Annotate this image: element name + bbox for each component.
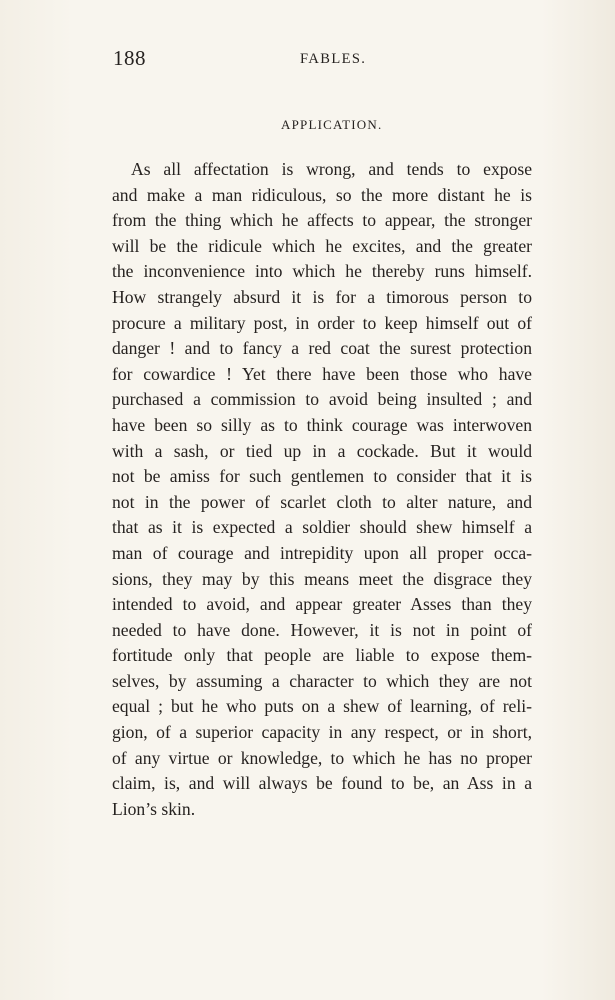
- text-line: not in the power of scarlet cloth to alter nature, and: [112, 491, 532, 512]
- text-line: needed to have done. However, it is not in point of: [112, 619, 532, 640]
- text-line: for cowardice ! Yet there have been those who have: [112, 363, 532, 384]
- page-number: 188: [113, 46, 146, 70]
- text-line: will be the ridicule which he excites, and the greater: [112, 235, 532, 256]
- text-line: intended to avoid, and appear greater Asses than they: [112, 594, 532, 615]
- text-line: the inconvenience into which he thereby runs himself.: [112, 261, 532, 282]
- text-line: sions, they may by this means meet the disgrace they: [112, 568, 532, 589]
- text-line: gion, of a superior capacity in any respect, or in short,: [112, 722, 532, 743]
- text-line: danger ! and to fancy a red coat the surest protection: [112, 338, 532, 359]
- text-line: How strangely absurd it is for a timorous person to: [112, 286, 532, 307]
- text-line: equal ; but he who puts on a shew of learning, of reli-: [112, 696, 532, 717]
- text-line: claim, is, and will always be found to be, an Ass in a: [112, 773, 532, 794]
- text-line: have been so silly as to think courage was interwoven: [112, 414, 532, 435]
- text-line: fortitude only that people are liable to expose them-: [112, 645, 532, 666]
- text-line: and make a man ridiculous, so the more distant he is: [112, 184, 532, 205]
- text-line: Lion’s skin.: [112, 798, 196, 819]
- text-line: from the thing which he affects to appear, the stronger: [112, 210, 532, 231]
- text-line: that as it is expected a soldier should shew himself a: [112, 517, 532, 538]
- running-title: FABLES.: [300, 51, 367, 67]
- text-line: with a sash, or tied up in a cockade. But it would: [112, 440, 532, 461]
- text-line: procure a military post, in order to keep himself out of: [112, 312, 532, 333]
- text-line: of any virtue or knowledge, to which he has no proper: [112, 747, 532, 768]
- text-line: not be amiss for such gentlemen to consider that it is: [112, 466, 532, 487]
- text-line: purchased a commission to avoid being insulted ; and: [112, 389, 532, 410]
- text-line: As all affectation is wrong, and tends to expose: [131, 159, 532, 179]
- body-paragraph: [112, 157, 532, 822]
- text-line: selves, by assuming a character to which they are not: [112, 670, 532, 691]
- running-head: [0, 46, 615, 76]
- section-heading: APPLICATION.: [281, 117, 383, 132]
- text-line: man of courage and intrepidity upon all proper occa-: [112, 542, 532, 563]
